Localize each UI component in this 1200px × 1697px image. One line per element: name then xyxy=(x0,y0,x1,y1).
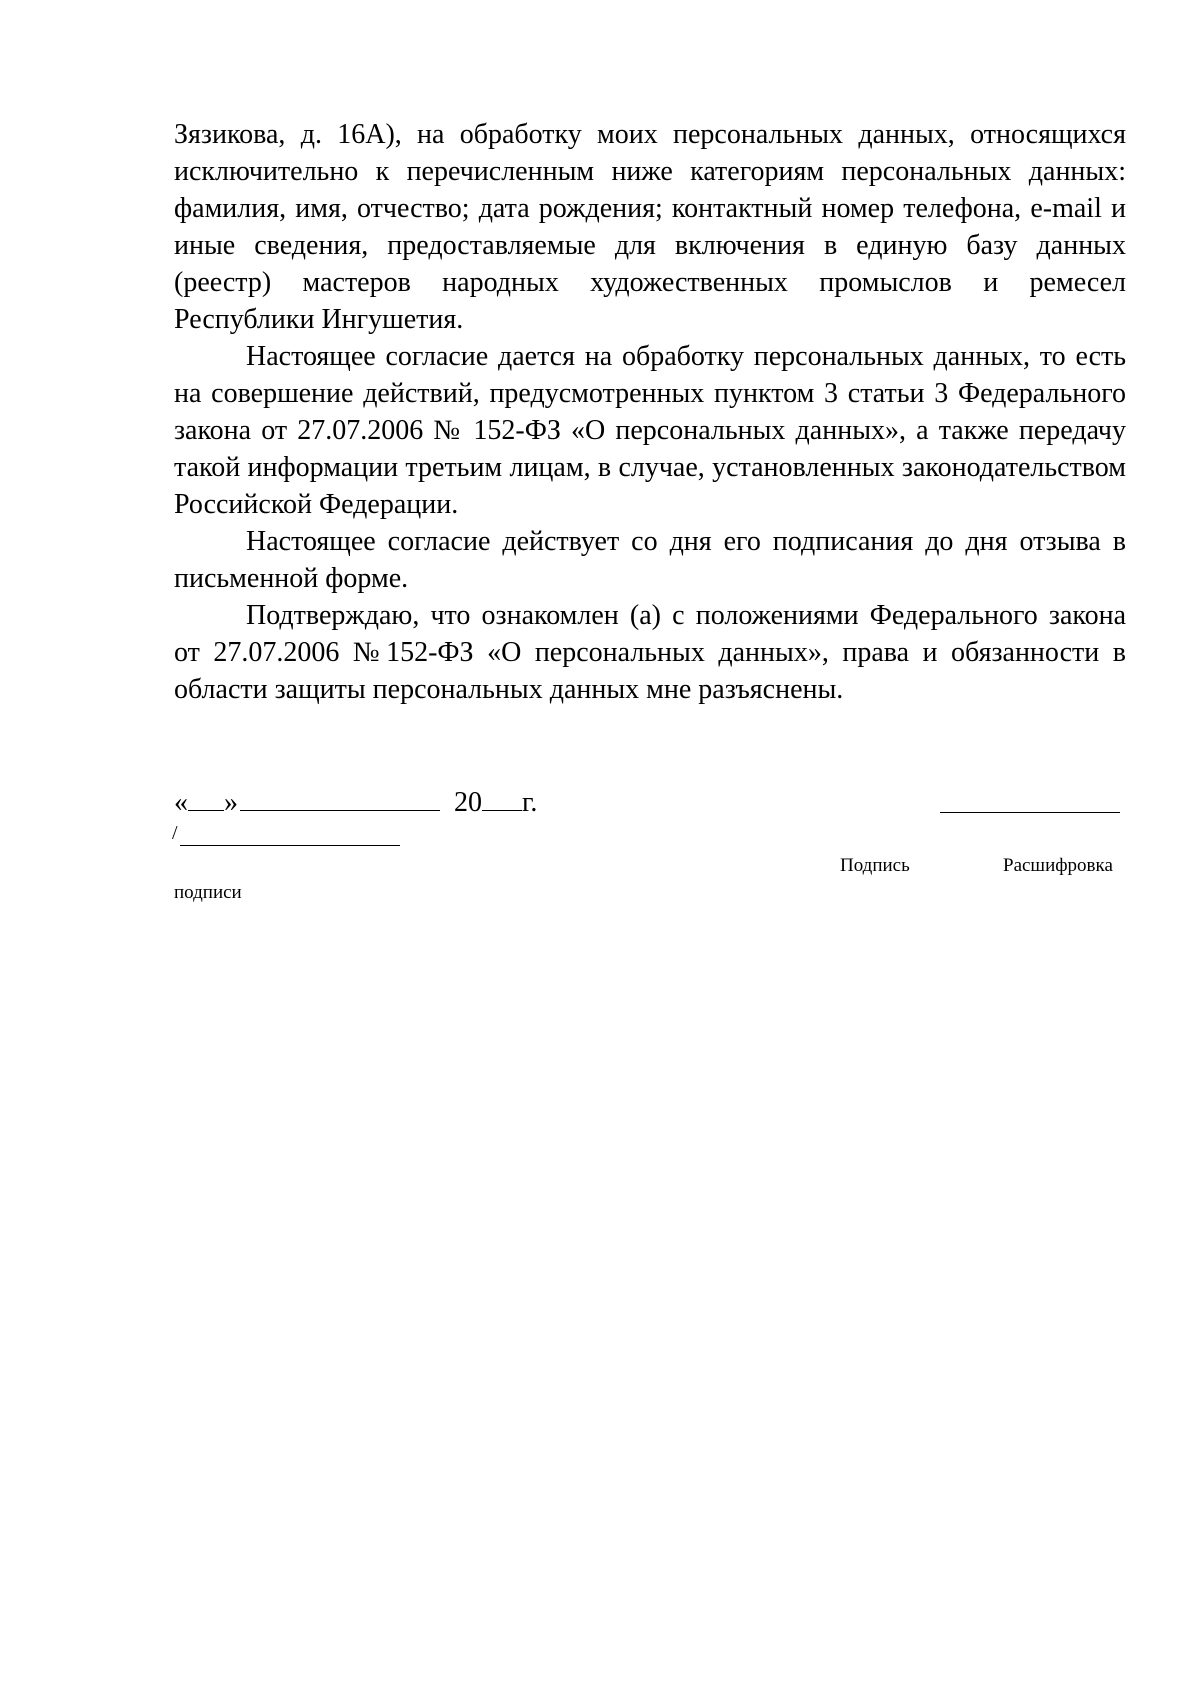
day-blank xyxy=(188,786,224,811)
paragraph-consent-validity: Настоящее согласие действует со дня его подписания до дня отзыва в письменной форме. xyxy=(174,526,1126,594)
decoding-line xyxy=(180,845,400,846)
year-blank xyxy=(482,786,522,811)
year-suffix: г. xyxy=(522,787,538,818)
document-body xyxy=(174,116,1126,708)
year-prefix: 20 xyxy=(454,787,482,818)
month-blank xyxy=(240,786,440,811)
quote-close: » xyxy=(224,787,238,818)
label-decoding-cont: подписи xyxy=(174,882,242,903)
signature-line xyxy=(940,812,1120,813)
quote-open: « xyxy=(174,787,188,818)
label-decoding: Расшифровка xyxy=(1003,855,1113,876)
paragraph-consent-processing: Настоящее согласие дается на обработку персональных данных, то есть на совершение действий, предусмотренных пунктом 3 статьи 3 Федерального закона от 27.07.2006 № 152-ФЗ «О персональных данных», а также передачу такой информации третьим лицам, в случае, установленных законодательством Российской Федерации. xyxy=(174,341,1126,520)
paragraph-confirmation: Подтверждаю, что ознакомлен (а) с положениями Федерального закона от 27.07.2006 №152-ФЗ «О персональных данных», права и обязанности в области защиты персональных данных мне разъяснены. xyxy=(174,600,1126,705)
paragraph-consent-scope: Зязикова, д. 16А), на обработку моих персональных данных, относящихся исключительно к перечисленным ниже категориям персональных данных: фамилия, имя, отчество; дата рождения; контактный номер телефона, e-mail и иные сведения, предоставляемые для включения в единую базу данных (реестр) мастеров народных художественных промыслов и ремесел Республики Ингушетия. xyxy=(174,119,1126,335)
slash-separator: / xyxy=(172,822,178,844)
label-signature: Подпись xyxy=(840,855,910,876)
date-line xyxy=(174,786,537,819)
